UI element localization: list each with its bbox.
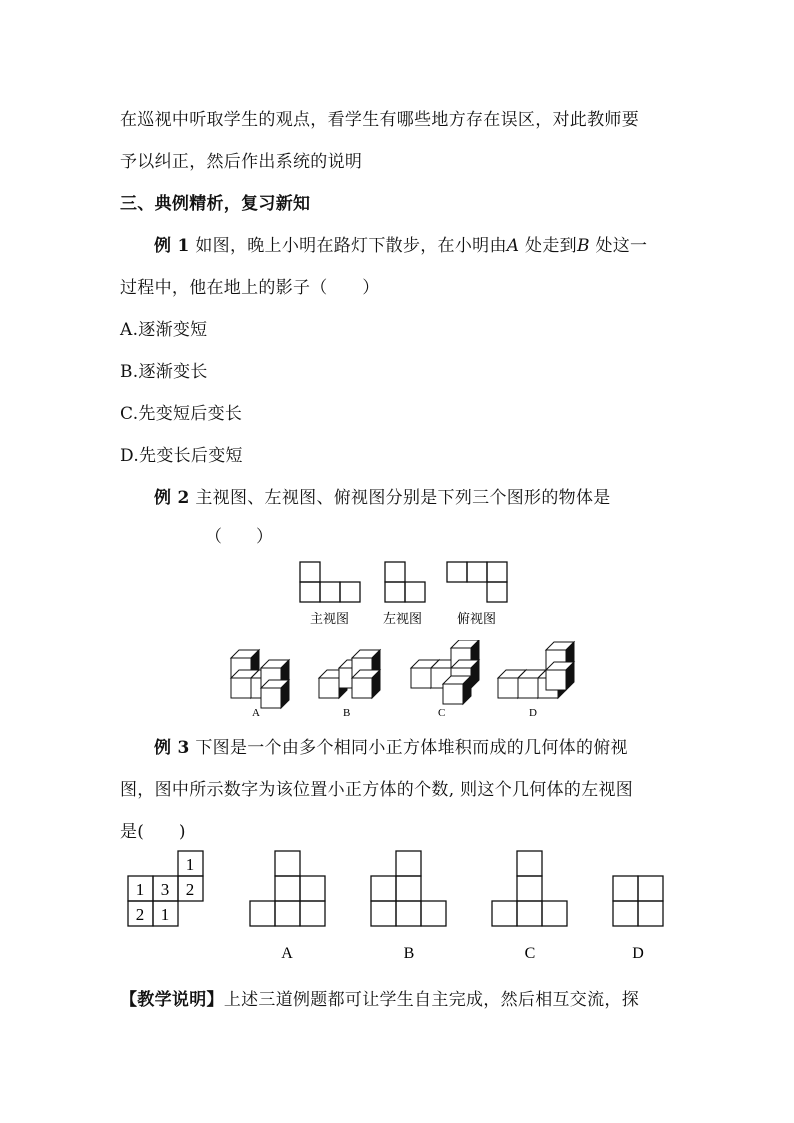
solid-label-d: D bbox=[529, 707, 537, 719]
teaching-note bbox=[120, 985, 639, 1010]
solid-d bbox=[498, 642, 574, 698]
left-view-label: 左视图 bbox=[383, 611, 423, 626]
left-view-options-figure bbox=[120, 845, 680, 965]
solid-label-a: A bbox=[252, 707, 260, 719]
example-1-text-b: 处走到 bbox=[519, 236, 577, 256]
solid-a bbox=[231, 650, 289, 708]
option-c-shape bbox=[492, 851, 567, 926]
solid-c bbox=[411, 640, 479, 704]
grid-number: 1 bbox=[160, 905, 170, 924]
example-2-text: 主视图、左视图、俯视图分别是下列三个图形的物体是 bbox=[189, 488, 611, 508]
option-a-label: A bbox=[281, 945, 293, 962]
teaching-note-text: 上述三道例题都可让学生自主完成，然后相互交流，探 bbox=[223, 990, 640, 1010]
example-2-line-1 bbox=[154, 483, 611, 508]
option-d-shape bbox=[613, 876, 663, 926]
grid-number: 3 bbox=[160, 880, 170, 899]
option-a-shape bbox=[250, 851, 325, 926]
example-1-option-a: A.逐渐变短 bbox=[120, 320, 208, 340]
solid-label-b: B bbox=[343, 707, 351, 719]
example-3-label: 例 3 bbox=[154, 738, 190, 758]
solid-options-figure bbox=[225, 640, 595, 720]
example-1-option-b: B.逐渐变长 bbox=[120, 362, 208, 382]
option-b-label: B bbox=[403, 945, 415, 962]
point-a: A bbox=[506, 236, 520, 256]
grid-number: 1 bbox=[135, 880, 145, 899]
example-1-line-1 bbox=[154, 231, 647, 256]
three-views-figure bbox=[290, 555, 530, 630]
option-c-label: C bbox=[524, 945, 536, 962]
example-2-label: 例 2 bbox=[154, 488, 190, 508]
top-view-label: 俯视图 bbox=[457, 611, 497, 626]
grid-number: 1 bbox=[185, 855, 195, 874]
example-1-text-c: 处这一 bbox=[589, 236, 648, 256]
left-view-shape bbox=[385, 562, 425, 602]
example-3-line-2: 图，图中所示数字为该位置小正方体的个数, 则这个几何体的左视图 bbox=[120, 780, 634, 800]
example-1-option-d: D.先变长后变短 bbox=[120, 446, 243, 466]
grid-number: 2 bbox=[185, 880, 195, 899]
example-3-text-1: 下图是一个由多个相同小正方体堆积而成的几何体的俯视 bbox=[189, 738, 628, 758]
solid-b bbox=[319, 650, 380, 698]
solid-label-c: C bbox=[438, 707, 446, 719]
teaching-note-label: 【教学说明】 bbox=[120, 990, 224, 1010]
front-view-shape bbox=[300, 562, 360, 602]
point-b: B bbox=[576, 236, 590, 256]
intro-line-2: 予以纠正，然后作出系统的说明 bbox=[120, 152, 363, 172]
example-3-line-1 bbox=[154, 733, 628, 758]
top-view-shape bbox=[447, 562, 507, 602]
intro-line-1: 在巡视中听取学生的观点，看学生有哪些地方存在误区，对此教师要 bbox=[120, 110, 639, 130]
option-b-shape bbox=[371, 851, 446, 926]
example-1-line-2: 过程中，他在地上的影子（ ） bbox=[120, 278, 380, 298]
option-d-label: D bbox=[632, 945, 644, 962]
example-1-label: 例 1 bbox=[154, 236, 190, 256]
example-1-text-a: 如图，晚上小明在路灯下散步，在小明由 bbox=[189, 236, 507, 256]
example-1-option-c: C.先变短后变长 bbox=[120, 404, 243, 424]
section-heading: 三、典例精析，复习新知 bbox=[120, 194, 311, 214]
grid-number: 2 bbox=[135, 905, 145, 924]
example-3-line-3: 是( ) bbox=[120, 822, 186, 842]
front-view-label: 主视图 bbox=[310, 611, 350, 626]
example-2-answer-paren: （ ） bbox=[205, 527, 273, 547]
